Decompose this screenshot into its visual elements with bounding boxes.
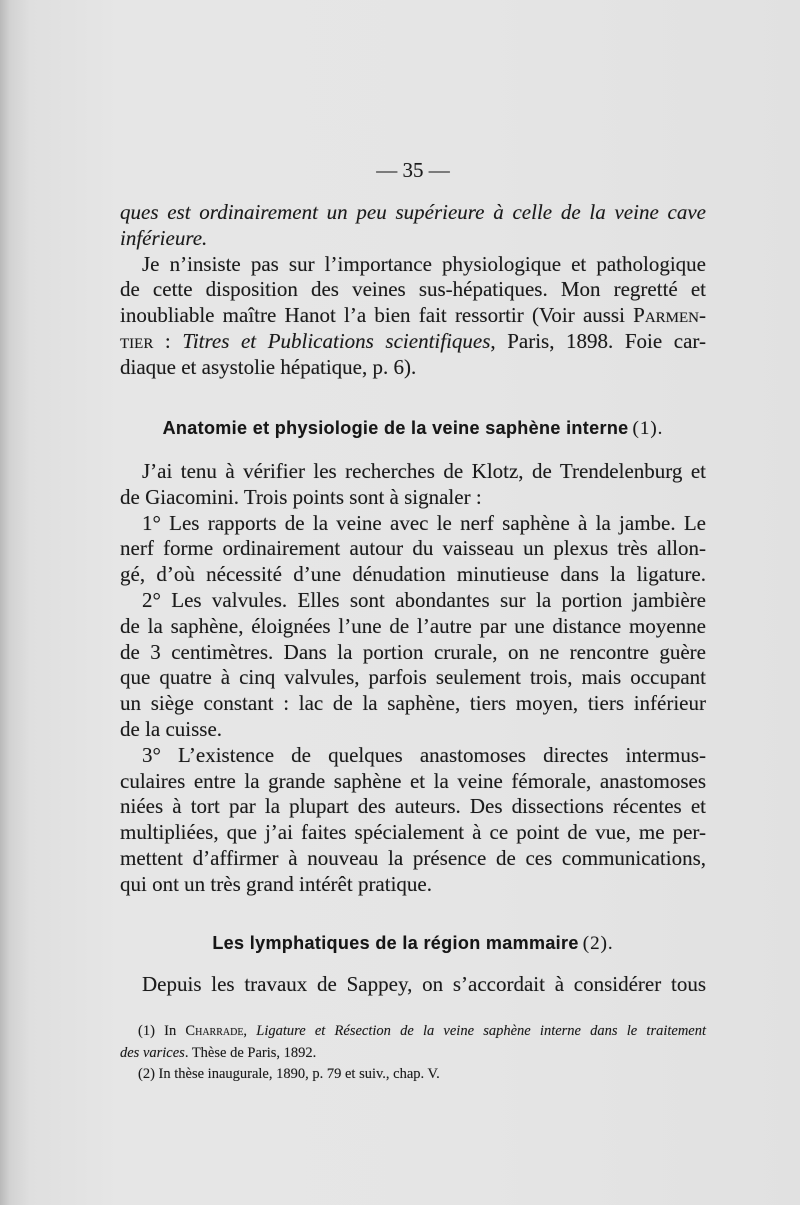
text-line: de 3 centimètres. Dans la portion crurale, on ne rencontre guère	[120, 639, 706, 664]
section-heading-text: Anatomie et physiologie de la veine saphène interne	[162, 418, 629, 438]
text-line: nerf forme ordinairement autour du vaisseau un plexus très allon-	[120, 536, 706, 561]
text-block-lymph	[120, 972, 706, 998]
author-name: Parmen-	[633, 303, 706, 328]
work-title: des varices	[120, 1044, 185, 1061]
text-block-saphene	[120, 459, 706, 898]
text-line	[120, 329, 706, 355]
text-segment: , Paris, 1898. Foie car-	[490, 328, 706, 353]
footnote-reference: (1).	[632, 418, 664, 439]
paragraph-sappey	[120, 972, 706, 998]
text-line	[120, 303, 706, 329]
footnote-text: In	[164, 1023, 177, 1039]
text-line: inférieure.	[120, 225, 208, 250]
paragraph-point-1	[120, 511, 706, 588]
author-name: Charrade,	[185, 1023, 248, 1039]
footnotes	[120, 1021, 706, 1086]
text-line: culaires entre la grande saphène et la veine fémorale, anastomoses	[120, 768, 706, 793]
text-line: J’ai tenu à vérifier les recherches de Klotz, de Trendelenburg et	[142, 459, 706, 483]
text-line: Depuis les travaux de Sappey, on s’accordait à considérer tous	[142, 972, 706, 996]
text-line: diaque et asystolie hépatique, p. 6).	[120, 354, 417, 379]
text-line: niées à tort par la plupart des auteurs. Des dissections récentes et	[120, 794, 706, 819]
paragraph-hanot	[120, 252, 706, 381]
text-line: de Giacomini. Trois points sont à signaler :	[120, 484, 482, 509]
text-line: un siège constant : lac de la saphène, tiers moyen, tiers inférieur	[120, 691, 706, 716]
text-line: 2° Les valvules. Elles sont abondantes sur la portion jambière	[142, 587, 706, 612]
section-heading-saphene	[120, 415, 706, 443]
footnote-marker: (2)	[138, 1066, 155, 1082]
work-title: Ligature et Résection de la veine saphène interne dans le traitement	[256, 1023, 707, 1039]
text-line: de la saphène, éloignées l’une de l’autre par une distance moyenne	[120, 613, 706, 638]
footnote-reference: (2).	[582, 933, 614, 954]
paragraph-intro	[120, 459, 706, 511]
text-block-opening	[120, 200, 706, 381]
footnote-text: In thèse inaugurale, 1890, p. 79 et suiv., chap. V.	[158, 1066, 440, 1082]
footnote-1	[120, 1021, 706, 1043]
footnote-marker: (1)	[138, 1023, 155, 1039]
text-line: Je n’insiste pas sur l’importance physiologique et pathologique	[142, 251, 706, 276]
text-line: qui ont un très grand intérêt pratique.	[120, 871, 432, 896]
paragraph-point-3	[120, 743, 706, 898]
paragraph-continuation	[120, 200, 706, 252]
text-line: mettent d’affirmer à nouveau la présence de ces communications,	[120, 845, 706, 870]
footnote-1-continued	[120, 1043, 706, 1065]
section-heading-text: Les lymphatiques de la région mammaire	[212, 933, 579, 953]
footnote-2	[120, 1064, 706, 1086]
text-line: ques est ordinairement un peu supérieure à celle de la veine cave	[120, 200, 706, 224]
text-line: 1° Les rapports de la veine avec le nerf saphène à la jambe. Le	[142, 510, 706, 535]
section-heading-lymph	[120, 930, 706, 958]
page-number: — 35 —	[376, 158, 450, 182]
work-title: Titres et Publications scientifiques	[182, 328, 491, 353]
text-line: gé, d’où nécessité d’une dénudation minutieuse dans la ligature.	[120, 562, 706, 587]
paragraph-point-2	[120, 588, 706, 743]
author-name: tier :	[120, 328, 171, 353]
text-line: que quatre à cinq valvules, parfois seulement trois, mais occupant	[120, 665, 706, 690]
text-line: de cette disposition des veines sus-hépatiques. Mon regretté et	[120, 277, 706, 302]
text-line: multipliées, que j’ai faites spécialement à ce point de vue, me per-	[120, 820, 706, 845]
text-line: 3° L’existence de quelques anastomoses directes intermus-	[142, 742, 706, 767]
footnote-text: . Thèse de Paris, 1892.	[184, 1044, 317, 1061]
text-segment: inoubliable maître Hanot l’a bien fait ressortir (Voir aussi	[120, 303, 625, 328]
text-line: de la cuisse.	[120, 716, 223, 741]
